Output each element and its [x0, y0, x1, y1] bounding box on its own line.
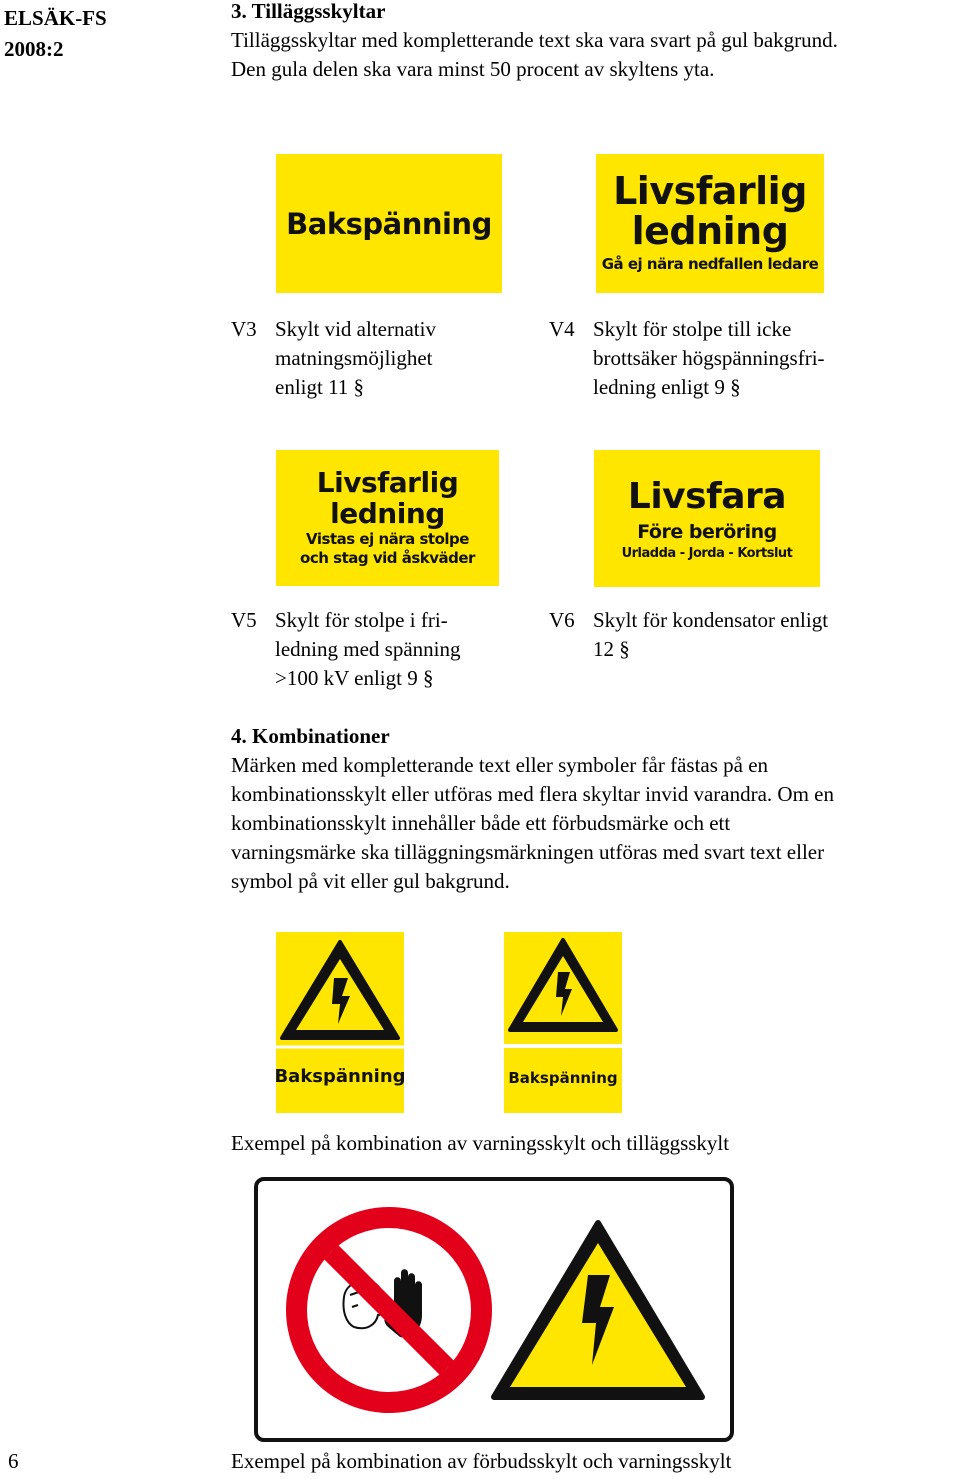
- section-3-line1: Tilläggsskyltar med kompletterande text ska vara svart på gul bakgrund.: [231, 28, 838, 52]
- section-3-title: 3. Tilläggsskyltar: [231, 0, 386, 23]
- section-4-line2: kombinationsskylt eller utföras med flera skyltar invid varandra. Om en: [231, 782, 835, 806]
- combo-caption-1: Exempel på kombination av varningsskylt och tilläggsskylt: [231, 1131, 730, 1155]
- caption-v6-line2: 12 §: [593, 637, 630, 661]
- sign-v6-line3: Urladda - Jorda - Kortslut: [621, 545, 793, 561]
- sign-v4-line1: Livsfarlig: [613, 168, 807, 213]
- caption-v4: [549, 315, 949, 405]
- caption-v6: [549, 606, 949, 668]
- section-4-line3: kombinationsskylt innehåller både ett förbudsmärke och ett: [231, 811, 731, 835]
- caption-v5-line2: ledning med spänning: [275, 637, 461, 661]
- sign-v4-line2: ledning: [631, 208, 789, 253]
- sign-v5-line2: ledning: [330, 497, 445, 530]
- sign-v3-text: Bakspänning: [286, 206, 492, 241]
- caption-v6-code: V6: [549, 608, 575, 632]
- document-code: [4, 3, 107, 65]
- combo-caption-2: Exempel på kombination av förbudsskylt och varningsskylt: [231, 1449, 732, 1473]
- caption-v3-line1: Skylt vid alternativ: [275, 317, 436, 341]
- caption-v5: [231, 606, 561, 696]
- section-3-line2: Den gula delen ska vara minst 50 procent av skyltens yta.: [231, 57, 715, 81]
- combo-sign-2: [504, 932, 622, 1113]
- sign-v5-line4: och stag vid åskväder: [300, 549, 475, 567]
- caption-v3: [231, 315, 561, 405]
- sign-v4-line3: Gå ej nära nedfallen ledare: [601, 254, 819, 273]
- combo-sign-1-graphic: [276, 932, 404, 1113]
- document-code-line2: 2008:2: [4, 37, 64, 61]
- combo-sign-1-text: Bakspänning: [276, 1066, 404, 1087]
- combo-sign-3: [254, 1177, 734, 1442]
- caption-v5-line1: Skylt för stolpe i fri-: [275, 608, 448, 632]
- section-4-line4: varningsmärke ska tilläggningsmärkningen utföras med svart text eller: [231, 840, 825, 864]
- caption-v4-code: V4: [549, 317, 575, 341]
- caption-v4-line1: Skylt för stolpe till icke: [593, 317, 792, 341]
- combo-sign-2-text: Bakspänning: [508, 1069, 618, 1087]
- sign-v6-line2: Före beröring: [637, 520, 777, 543]
- caption-v3-line2: matningsmöjlighet: [275, 346, 433, 370]
- combo-sign-3-graphic: [254, 1177, 734, 1442]
- sign-v6: [594, 450, 820, 587]
- section-4-line5: symbol på vit eller gul bakgrund.: [231, 869, 510, 893]
- section-4-title: 4. Kombinationer: [231, 724, 390, 748]
- page-number: 6: [8, 1449, 19, 1473]
- caption-v4-line2: brottsäker högspänningsfri-: [593, 346, 825, 370]
- sign-v6-line1: Livsfara: [627, 475, 787, 517]
- caption-v4-line3: ledning enligt 9 §: [593, 375, 741, 399]
- sign-v5-line3: Vistas ej nära stolpe: [306, 530, 469, 548]
- sign-v4: [596, 154, 824, 293]
- no-touching-prohibition-icon: [286, 1207, 492, 1413]
- section-4-line1: Märken med kompletterande text eller symboler får fästas på en: [231, 753, 769, 777]
- caption-v3-line3: enligt 11 §: [275, 375, 365, 399]
- caption-v6-line1: Skylt för kondensator enligt: [593, 608, 829, 632]
- caption-v5-line3: >100 kV enligt 9 §: [275, 666, 434, 690]
- document-code-line1: ELSÄK-FS: [4, 6, 107, 30]
- combo-sign-2-graphic: [504, 932, 622, 1113]
- caption-v3-code: V3: [231, 317, 257, 341]
- combo-sign-1: [276, 932, 404, 1113]
- caption-v5-code: V5: [231, 608, 257, 632]
- sign-v3: [276, 154, 502, 293]
- sign-v5: [276, 450, 499, 586]
- sign-v5-line1: Livsfarlig: [316, 466, 459, 499]
